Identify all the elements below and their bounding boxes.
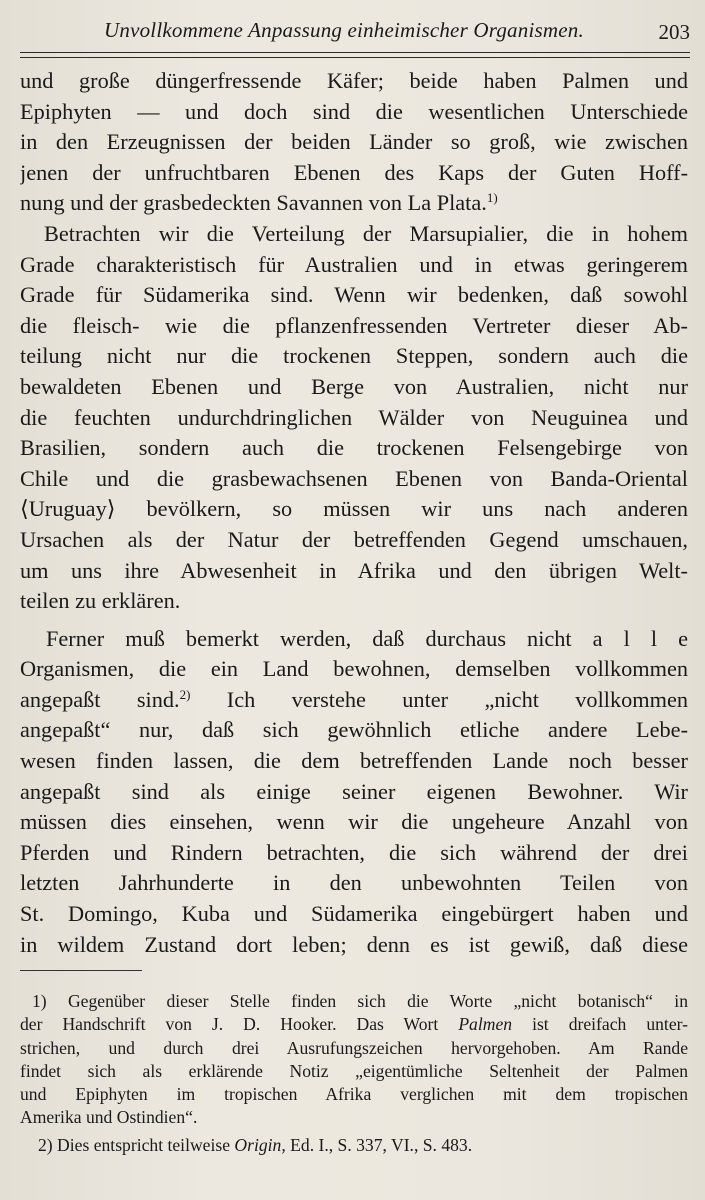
text-line: Epiphyten — und doch sind die wesentlichen Unterschiede	[20, 98, 688, 124]
paragraph-gap	[20, 617, 688, 624]
text-line: Pferden und Rindern betrachten, die sich während der drei	[20, 839, 688, 865]
body-text	[20, 66, 688, 960]
italic-word: Origin,	[234, 1134, 286, 1155]
footnote-line: findet sich als erklärende Notiz „eigentümliche Seltenheit der Palmen	[20, 1060, 688, 1081]
text-line: in den Erzeugnissen der beiden Länder so groß, wie zwischen	[20, 129, 688, 155]
text-line: die feuchten undurchdringlichen Wälder von Neuguinea und	[20, 404, 688, 430]
text-line: um uns ihre Abwesenheit in Afrika und den übrigen Welt-	[20, 557, 688, 583]
text-line: Organismen, die ein Land bewohnen, demselben vollkommen	[20, 656, 688, 682]
text-line: ⟨Uruguay⟩ bevölkern, so müssen wir uns nach anderen	[20, 496, 688, 522]
text-run: der Handschrift von J. D. Hooker. Das Wort	[20, 1014, 459, 1035]
text-line: angepaßt“ nur, daß sich gewöhnlich etliche andere Lebe-	[20, 717, 688, 743]
text-line: jenen der unfruchtbaren Ebenen des Kaps der Guten Hoff-	[20, 159, 688, 185]
text-line: letzten Jahrhunderte in den unbewohnten Teilen von	[20, 870, 688, 896]
footnote-line: strichen, und durch drei Ausrufungszeichen hervorgehoben. Am Rande	[20, 1037, 688, 1058]
header-rule	[20, 52, 690, 53]
running-head: Unvollkommene Anpassung einheimischer Organismen.	[104, 18, 584, 42]
page-number: 203	[658, 20, 690, 44]
text-line	[20, 685, 688, 716]
footnote-ref: 1)	[486, 190, 498, 206]
text-line: Chile und die grasbewachsenen Ebenen von Banda-Oriental	[20, 465, 688, 491]
text-line: teilen zu erklären.	[20, 588, 181, 614]
footnote-ref: 2)	[179, 686, 191, 702]
text-line: in wildem Zustand dort leben; denn es ist gewiß, daß diese	[20, 931, 688, 957]
footnote-line: 1) Gegenüber dieser Stelle finden sich die Worte „nicht botanisch“ in	[32, 991, 688, 1011]
text-line: Ursachen als der Natur der betreffenden Gegend umschauen,	[20, 526, 688, 552]
text-line: die fleisch- wie die pflanzenfressenden Vertreter dieser Ab-	[20, 312, 688, 338]
text-line: müssen dies einsehen, wenn wir die ungeheure Anzahl von	[20, 809, 688, 835]
footnotes	[20, 990, 688, 1157]
footnote-line: Amerika und Ostindien“.	[20, 1107, 198, 1128]
footnote-line	[20, 1013, 688, 1036]
page-header	[20, 18, 690, 48]
footnote-rule	[20, 970, 142, 971]
text-run: nung und der grasbedeckten Savannen von La Plata.	[20, 190, 487, 216]
text-run: ist dreifach unter-	[512, 1014, 688, 1035]
italic-word: Palmen	[458, 1014, 513, 1035]
paragraph-first-line: Ferner muß bemerkt werden, daß durchaus nicht a l l e	[46, 625, 688, 651]
text-run: Ed. I., S. 337, VI., S. 483.	[285, 1134, 473, 1155]
text-line: Grade für Südamerika sind. Wenn wir bedenken, daß sowohl	[20, 282, 688, 308]
text-line: Grade charakteristisch für Australien und in etwas geringerem	[20, 251, 688, 277]
paragraph-first-line: Betrachten wir die Verteilung der Marsupialier, die in hohem	[44, 220, 688, 246]
footnote-line	[20, 1134, 688, 1157]
text-line: teilung nicht nur die trockenen Steppen, sondern auch die	[20, 343, 688, 369]
text-line: wesen finden lassen, die dem betreffenden Lande noch besser	[20, 748, 688, 774]
text-run: Ich verstehe unter „nicht vollkommen	[190, 686, 688, 712]
text-run: angepaßt sind.	[20, 686, 180, 712]
text-line: angepaßt sind als einige seiner eigenen Bewohner. Wir	[20, 778, 688, 804]
text-line	[20, 188, 688, 219]
header-rule-secondary	[20, 57, 690, 58]
text-line: Brasilien, sondern auch die trockenen Felsengebirge von	[20, 435, 688, 461]
text-line: bewaldeten Ebenen und Berge von Australien, nicht nur	[20, 373, 688, 399]
text-line: und große düngerfressende Käfer; beide haben Palmen und	[20, 68, 688, 93]
footnote-line: und Epiphyten im tropischen Afrika verglichen mit dem tropischen	[20, 1084, 688, 1105]
text-run: 2) Dies entspricht teilweise	[38, 1134, 235, 1155]
text-line: St. Domingo, Kuba und Südamerika eingebürgert haben und	[20, 901, 688, 927]
